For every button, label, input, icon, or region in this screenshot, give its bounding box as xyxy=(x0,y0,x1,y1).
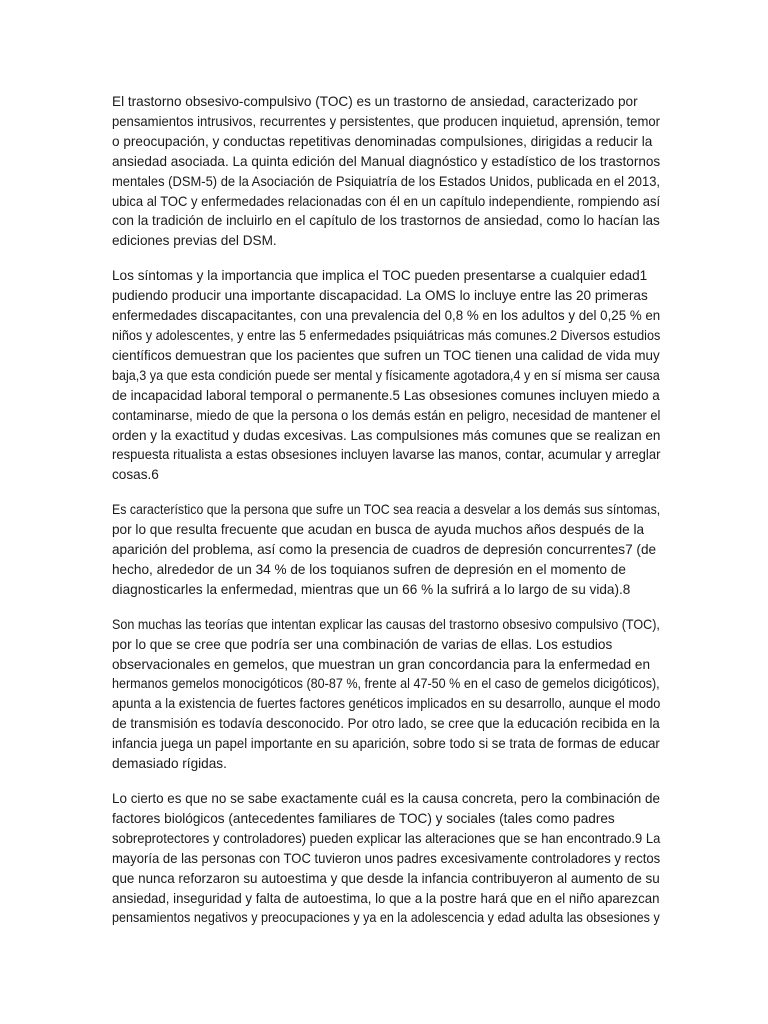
text-line: mayoría de las personas con TOC tuvieron unos padres excesivamente controladores y rectos xyxy=(112,850,661,866)
text-line: pensamientos negativos y preocupaciones y ya en la adolescencia y edad adulta las obsesiones y xyxy=(112,910,660,926)
paragraph-1 xyxy=(112,92,660,251)
text-line: niños y adolescentes, y entre las 5 enfermedades psiquiátricas más comunes.2 Diversos estudios xyxy=(112,327,661,343)
text-line: científicos demuestran que los pacientes que sufren un TOC tienen una calidad de vida muy xyxy=(112,347,660,363)
text-line: ansiedad asociada. La quinta edición del Manual diagnóstico y estadístico de los trastornos xyxy=(112,153,661,169)
text-line: de incapacidad laboral temporal o permanente.5 Las obsesiones comunes incluyen miedo a xyxy=(112,387,660,403)
paragraph-3 xyxy=(112,500,660,600)
text-line: baja,3 ya que esta condición puede ser mental y físicamente agotadora,4 y en sí misma ser causa xyxy=(112,367,660,383)
text-line: Los síntomas y la importancia que implica el TOC pueden presentarse a cualquier edad1 xyxy=(112,268,648,284)
text-line: orden y la exactitud y dudas excesivas. Las compulsiones más comunes que se realizan en xyxy=(112,427,661,443)
text-line: El trastorno obsesivo-compulsivo (TOC) es un trastorno de ansiedad, caracterizado por xyxy=(112,94,638,109)
text-line: apunta a la existencia de fuertes factores genéticos implicados en su desarrollo, aunque el modo xyxy=(112,696,661,712)
paragraph-4 xyxy=(112,615,660,774)
text-line: sobreprotectores y controladores) pueden explicar las alteraciones que se han encontrado.9 La xyxy=(112,830,661,846)
text-line: diagnosticarles la enfermedad, mientras que un 66 % la sufrirá a lo largo de su vida).8 xyxy=(112,581,631,597)
text-line: ansiedad, inseguridad y falta de autoestima, lo que a la postre hará que en el niño aparezcan xyxy=(112,890,660,906)
paragraph-2 xyxy=(112,266,660,485)
text-line: por lo que resulta frecuente que acudan en busca de ayuda muchos años después de la xyxy=(112,522,645,538)
text-line: aparición del problema, así como la presencia de cuadros de depresión concurrentes7 (de xyxy=(112,542,657,558)
text-line: cosas.6 xyxy=(112,467,159,483)
text-line: de transmisión es todavía desconocido. Por otro lado, se cree que la educación recibida en la xyxy=(112,716,660,732)
text-line: mentales (DSM-5) de la Asociación de Psiquiatría de los Estados Unidos, publicada en el 2013, xyxy=(112,173,661,189)
text-line: hecho, alrededor de un 34 % de los toquianos sufren de depresión en el momento de xyxy=(112,561,626,577)
text-line: o preocupación, y conductas repetitivas denominadas compulsiones, dirigidas a reducir la xyxy=(112,133,653,149)
text-line: que nunca reforzaron su autoestima y que desde la infancia contribuyeron al aumento de su xyxy=(112,870,660,886)
text-line: infancia juega un papel importante en su aparición, sobre todo si se trata de formas de educar xyxy=(112,736,660,752)
text-line: ediciones previas del DSM. xyxy=(112,233,277,249)
text-line: pudiendo producir una importante discapacidad. La OMS lo incluye entre las 20 primeras xyxy=(112,288,648,304)
text-line: enfermedades discapacitantes, con una prevalencia del 0,8 % en los adultos y del 0,25 % en xyxy=(112,308,661,324)
paragraph-5 xyxy=(112,789,660,928)
document-body xyxy=(112,92,660,943)
text-line: Son muchas las teorías que intentan explicar las causas del trastorno obsesivo compulsivo (TOC), xyxy=(112,616,660,632)
text-line: pensamientos intrusivos, recurrentes y persistentes, que producen inquietud, aprensión, temor xyxy=(112,113,661,129)
text-line: Es característico que la persona que sufre un TOC sea reacia a desvelar a los demás sus síntomas, xyxy=(112,502,661,518)
text-line: con la tradición de incluirlo en el capítulo de los trastornos de ansiedad, como lo hacían las xyxy=(112,213,660,229)
text-line: demasiado rígidas. xyxy=(112,756,227,772)
text-line: observacionales en gemelos, que muestran un gran concordancia para la enfermedad en xyxy=(112,656,651,672)
text-line: Lo cierto es que no se sabe exactamente cuál es la causa concreta, pero la combinación de xyxy=(112,791,660,806)
text-line: factores biológicos (antecedentes familiares de TOC) y sociales (tales como padres xyxy=(112,810,615,826)
text-line: hermanos gemelos monocigóticos (80-87 %, frente al 47-50 % en el caso de gemelos dicigóticos), xyxy=(112,676,660,692)
text-line: por lo que se cree que podría ser una combinación de varias de ellas. Los estudios xyxy=(112,636,613,652)
text-line: respuesta ritualista a estas obsesiones incluyen lavarse las manos, contar, acumular y arreglar xyxy=(112,447,661,463)
text-line: ubica al TOC y enfermedades relacionadas con él en un capítulo independiente, rompiendo así xyxy=(112,193,661,209)
text-line: contaminarse, miedo de que la persona o los demás están en peligro, necesidad de mantener el xyxy=(112,407,661,423)
